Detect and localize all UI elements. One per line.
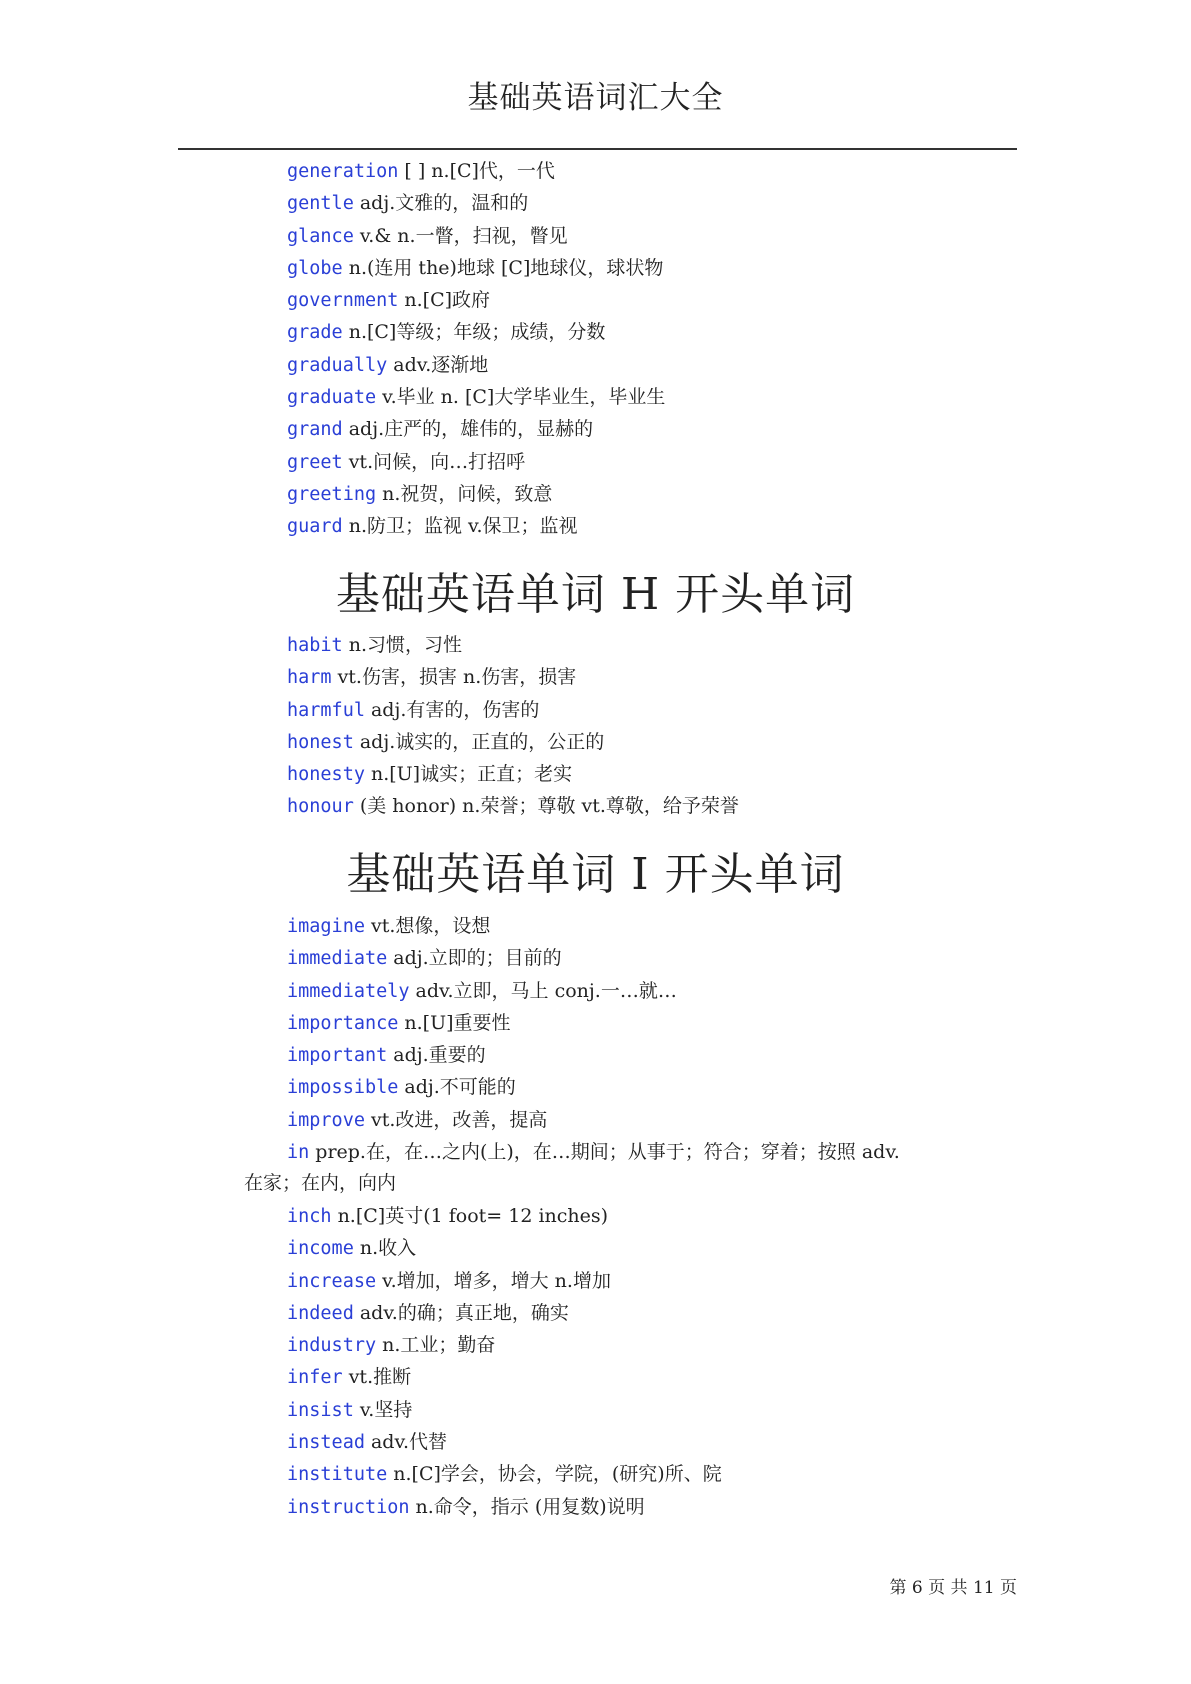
vocab-word: glance [287, 225, 354, 247]
vocab-definition: adj.不可能的 [404, 1076, 516, 1099]
vocab-definition: vt.问候，向…打招呼 [348, 450, 526, 473]
vocab-definition: adv.逐渐地 [393, 353, 489, 376]
vocab-entry [287, 349, 665, 381]
vocab-definition: n.习惯，习性 [348, 634, 462, 656]
vocab-word: globe [287, 257, 343, 279]
vocab-word: industry [287, 1335, 377, 1357]
vocab-entry [287, 1232, 722, 1264]
vocab-entry [287, 252, 665, 284]
vocab-word: guard [287, 516, 343, 538]
vocab-definition: v.& n.一瞥，扫视，瞥见 [359, 224, 568, 247]
vocab-definition: adj.重要的 [393, 1044, 486, 1067]
vocab-entry [287, 629, 739, 661]
vocab-entry [287, 1265, 722, 1297]
vocab-entry [287, 1458, 722, 1490]
vocab-definition: n.防卫；监视 v.保卫；监视 [348, 515, 578, 538]
vocab-definition: n.收入 [359, 1237, 417, 1260]
vocab-entry [287, 790, 739, 822]
vocab-word: grade [287, 322, 343, 344]
vocab-word: increase [287, 1270, 377, 1292]
vocab-list-i-continued [287, 1200, 722, 1523]
vocab-entry [287, 942, 900, 974]
vocab-definition: vt.推断 [348, 1366, 412, 1389]
vocab-definition: adj.文雅的，温和的 [359, 192, 529, 215]
vocab-word: immediate [287, 948, 388, 970]
vocab-word: graduate [287, 387, 377, 409]
vocab-word: importance [287, 1012, 399, 1034]
vocab-entry [287, 694, 739, 726]
vocab-definition: adv.的确；真正地，确实 [359, 1301, 569, 1324]
vocab-definition: adj.庄严的，雄伟的，显赫的 [348, 418, 594, 441]
vocab-word: important [287, 1045, 388, 1067]
page-footer: 第 6 页 共 11 页 [889, 1578, 1017, 1598]
vocab-word: in [287, 1142, 310, 1164]
vocab-definition: adj.立即的；目前的 [393, 947, 562, 970]
header-divider [178, 148, 1017, 150]
vocab-definition: n.[C]英寸(1 foot= 12 inches) [337, 1205, 609, 1227]
vocab-word: infer [287, 1367, 343, 1389]
vocab-definition: vt.想像，设想 [370, 915, 491, 937]
vocab-entry [287, 1200, 722, 1232]
vocab-entry [287, 1297, 722, 1329]
vocab-definition: vt.改进，改善，提高 [370, 1108, 548, 1131]
vocab-list-i [287, 910, 900, 1168]
vocab-word: habit [287, 635, 343, 656]
vocab-word: insist [287, 1399, 354, 1421]
vocab-definition: n.[U]重要性 [404, 1011, 511, 1034]
vocab-entry [287, 1491, 722, 1523]
vocab-definition: n.工业；勤奋 [382, 1334, 496, 1357]
vocab-entry [287, 910, 900, 942]
vocab-word: gradually [287, 354, 388, 376]
vocab-definition: n.[C]等级；年级；成绩，分数 [348, 321, 606, 344]
vocab-entry [287, 381, 665, 413]
vocab-definition: n.(连用 the)地球 [C]地球仪，球状物 [348, 256, 664, 279]
vocab-definition: [ ] n.[C]代，一代 [404, 160, 555, 182]
vocab-entry [287, 1007, 900, 1039]
vocab-entry [287, 1394, 722, 1426]
vocab-entry [287, 1361, 722, 1393]
vocab-entry [287, 1136, 900, 1168]
vocab-entry [287, 1039, 900, 1071]
vocab-list-g [287, 155, 665, 543]
vocab-entry [287, 284, 665, 316]
section-title-h: 基础英语单词 H 开头单词 [335, 569, 856, 620]
vocab-definition: v.毕业 n. [C]大学毕业生，毕业生 [382, 386, 666, 409]
vocab-entry [287, 413, 665, 445]
vocab-definition: (美 honor) n.荣誉；尊敬 vt.尊敬，给予荣誉 [359, 795, 739, 818]
vocab-definition: prep.在，在…之内(上)，在…期间；从事于；符合；穿着；按照 adv. [315, 1141, 900, 1164]
vocab-entry [287, 478, 665, 510]
vocab-definition: n.命令，指示 (用复数)说明 [415, 1495, 645, 1518]
vocab-definition: vt.伤害，损害 n.伤害，损害 [337, 666, 577, 689]
vocab-word: inch [287, 1206, 332, 1227]
vocab-definition: adj.有害的，伤害的 [370, 698, 540, 721]
entry-continuation: 在家；在内，向内 [244, 1172, 397, 1194]
vocab-word: imagine [287, 916, 365, 937]
vocab-entry [287, 316, 665, 348]
vocab-definition: n.[C]学会，协会，学院，(研究)所、院 [393, 1463, 722, 1486]
vocab-entry [287, 726, 739, 758]
vocab-entry [287, 155, 665, 187]
vocab-definition: adv.立即，马上 conj.一…就… [415, 979, 677, 1002]
vocab-word: harmful [287, 699, 365, 721]
vocab-definition: n.祝贺，问候，致意 [382, 482, 553, 505]
vocab-word: instead [287, 1432, 365, 1454]
vocab-entry [287, 1426, 722, 1458]
vocab-word: government [287, 290, 399, 312]
vocab-entry [287, 187, 665, 219]
vocab-definition: v.坚持 [359, 1398, 413, 1421]
vocab-word: indeed [287, 1302, 354, 1324]
vocab-word: honesty [287, 764, 365, 786]
vocab-entry [287, 1329, 722, 1361]
vocab-word: instruction [287, 1496, 410, 1518]
vocab-word: greeting [287, 483, 377, 505]
vocab-entry [287, 758, 739, 790]
vocab-entry [287, 661, 739, 693]
vocab-entry [287, 1104, 900, 1136]
vocab-entry [287, 510, 665, 542]
vocab-entry [287, 975, 900, 1007]
vocab-definition: adj.诚实的，正直的，公正的 [359, 730, 605, 753]
vocab-word: honour [287, 796, 354, 818]
vocab-definition: n.[C]政府 [404, 289, 491, 312]
vocab-word: harm [287, 667, 332, 689]
vocab-definition: adv.代替 [370, 1431, 447, 1454]
vocab-word: generation [287, 161, 399, 182]
vocab-word: income [287, 1238, 354, 1260]
vocab-word: greet [287, 451, 343, 473]
vocab-word: honest [287, 731, 354, 753]
vocab-list-h [287, 629, 739, 823]
vocab-word: institute [287, 1464, 388, 1486]
vocab-definition: v.增加，增多，增大 n.增加 [382, 1269, 611, 1292]
vocab-definition: n.[U]诚实；正直；老实 [370, 763, 573, 786]
vocab-word: impossible [287, 1077, 399, 1099]
page-header-title: 基础英语词汇大全 [467, 80, 724, 116]
vocab-word: immediately [287, 980, 410, 1002]
vocab-entry [287, 446, 665, 478]
vocab-entry [287, 1071, 900, 1103]
vocab-entry [287, 220, 665, 252]
vocab-word: improve [287, 1109, 365, 1131]
section-title-i: 基础英语单词 I 开头单词 [346, 849, 845, 900]
vocab-word: gentle [287, 193, 354, 215]
vocab-word: grand [287, 419, 343, 441]
